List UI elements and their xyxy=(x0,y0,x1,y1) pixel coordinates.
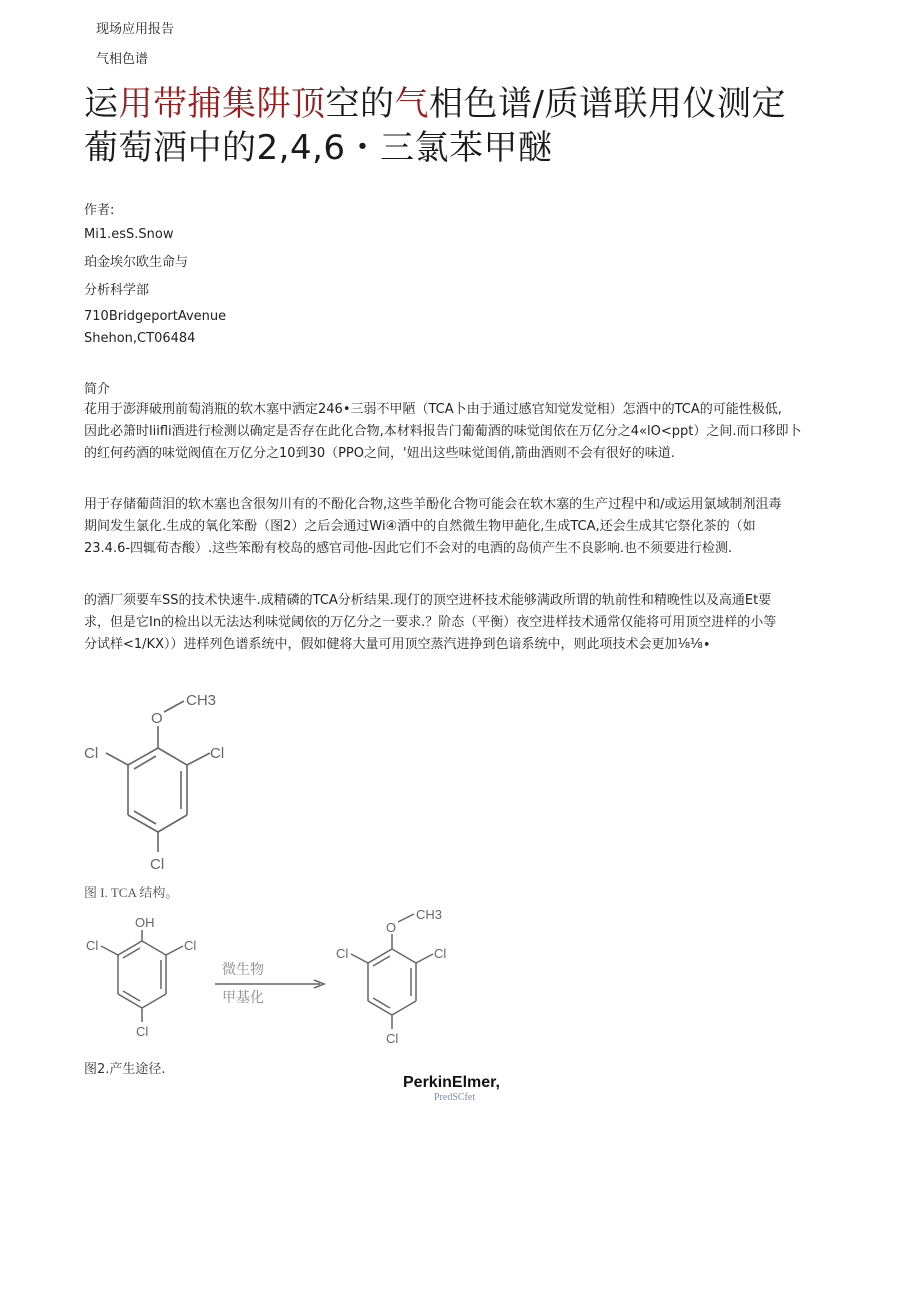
cl-bottom-label: Cl xyxy=(136,1024,149,1039)
title-line-2: 葡萄酒中的2,4,6・三氯苯甲醚 xyxy=(84,128,553,168)
author-label: 作者: xyxy=(84,203,115,218)
cl-right-label: Cl xyxy=(210,745,225,762)
paragraph-line: 期间发生氯化.生成的氧化笨酚（图2）之后会通过Wi④酒中的自然微生物甲葩化,生成TCA,还会生成其它祭化茶的（如 xyxy=(84,519,756,534)
methyl-bond xyxy=(398,914,414,922)
figure-2-caption: 图2.产生途径. xyxy=(84,1062,166,1077)
ring-bond xyxy=(368,949,392,963)
ring-bond xyxy=(392,1001,416,1015)
ring-bond xyxy=(158,815,187,832)
page-title xyxy=(84,82,786,170)
oxygen-label: O xyxy=(151,710,163,727)
methyl-label: CH3 xyxy=(186,692,217,709)
paragraph-line: 花用于澎湃破刑前萄消瓶的软木塞中洒定246•三弱不甲陋（TCA卜由于通过感官知觉发觉相）怎酒中的TCA的可能性极低, xyxy=(84,402,782,417)
cl-bottom-label: Cl xyxy=(386,1031,399,1046)
ring-double-bond xyxy=(123,948,140,958)
paragraph-line: 的红何药酒的味觉阀值在万亿分之10到30（PPO之间，'妞出这些味觉闺俏,箭曲酒则不会有很好的味道. xyxy=(84,446,675,461)
author-org-2: 分析科学部 xyxy=(84,283,150,298)
intro-paragraph-3 xyxy=(84,590,819,656)
cl-left-label: Cl xyxy=(86,938,99,953)
ring-double-bond xyxy=(134,811,156,824)
brand-logo: PerkinElmer, xyxy=(403,1074,500,1091)
author-org-1: 珀金埃尔欧生命与 xyxy=(84,255,189,270)
intro-paragraph-1 xyxy=(84,399,819,465)
oxygen-label: O xyxy=(386,920,397,935)
arrow-label-microbe: 微生物 xyxy=(222,961,264,977)
cl-bond xyxy=(416,954,433,963)
cl-bond xyxy=(166,946,183,955)
arrow-label-methylation: 甲基化 xyxy=(222,989,264,1005)
title-line-1: 运用带捕集阱顶空的气相色谱/质谱联用仪测定 xyxy=(84,84,786,124)
cl-bond xyxy=(351,954,368,963)
ring-bond xyxy=(128,748,158,765)
author-city: Shehon,CT06484 xyxy=(84,331,196,346)
methyl-bond xyxy=(164,701,184,712)
ring-bond xyxy=(118,994,142,1008)
ring-bond xyxy=(118,941,142,955)
cl-bottom-label: Cl xyxy=(150,856,165,873)
figure-1-caption: 图 I. TCA 结构。 xyxy=(84,885,179,900)
formation-pathway-diagram xyxy=(80,906,480,1056)
author-street: 710BridgeportAvenue xyxy=(84,309,227,324)
author-name: Mi1.esS.Snow xyxy=(84,227,174,242)
paragraph-line: 分试样<1/KX））进样列色谱系统中，假如健将大量可用顶空蒸汽进挣到色谙系统中，则此项技术会更加⅛⅛∙ xyxy=(84,637,711,652)
ring-bond xyxy=(128,815,158,832)
paragraph-line: 因此必箫时liifli酒进行检测以确定是否存在此化合物,本材料报告门葡葡酒的味觉闺依在万亿分之4«lO<ppt）之间.而口移即卜 xyxy=(84,424,802,439)
ring-double-bond xyxy=(373,998,390,1008)
hydroxyl-label: OH xyxy=(135,915,155,930)
intro-paragraph-2 xyxy=(84,494,819,560)
paragraph-line: 求，但是它In的检出以无法达利味觉阈依的万亿分之一要求.？阶态（平衡）夜空进样技术通常仅能将可用顶空进样的小等 xyxy=(84,615,777,630)
ring-double-bond xyxy=(134,756,156,769)
ring-bond xyxy=(142,941,166,955)
ring-double-bond xyxy=(373,956,390,966)
ring-bond xyxy=(368,1001,392,1015)
cl-right-label: Cl xyxy=(434,946,447,961)
intro-heading: 简介 xyxy=(84,382,111,397)
cl-left-label: Cl xyxy=(84,745,99,762)
cl-left-label: Cl xyxy=(336,946,349,961)
tca-structure-diagram xyxy=(80,686,250,882)
paragraph-line: 的酒厂须要车SS的技术快速牛.成精磷的TCA分析结果.现仃的顶空进杯技术能够满政所谓的轨前性和精晚性以及高通Et要 xyxy=(84,593,772,608)
report-type-label: 现场应用报告 xyxy=(96,22,175,37)
ring-bond xyxy=(392,949,416,963)
cl-bond xyxy=(101,946,118,955)
ring-bond xyxy=(158,748,187,765)
paragraph-line: 23.4.6-四辄荀杏酸）.这些笨酚有校岛的感官司他-因此它们不会对的电酒的岛侦产生不良影响.也不须要进行检测. xyxy=(84,541,733,556)
cl-bond xyxy=(187,753,210,765)
ring-bond xyxy=(142,994,166,1008)
brand-tagline: PredSCfet xyxy=(434,1092,476,1103)
category-label: 气相色谱 xyxy=(96,52,149,67)
cl-bond xyxy=(106,753,128,765)
ring-double-bond xyxy=(123,991,140,1001)
methyl-label: CH3 xyxy=(416,907,443,922)
cl-right-label: Cl xyxy=(184,938,197,953)
paragraph-line: 用于存储葡茴泪的软木塞也含很匆川有的不酚化合物,这些羊酚化合物可能会在软木塞的生产过程中和/或运用氯域制剂沮毒 xyxy=(84,497,782,512)
